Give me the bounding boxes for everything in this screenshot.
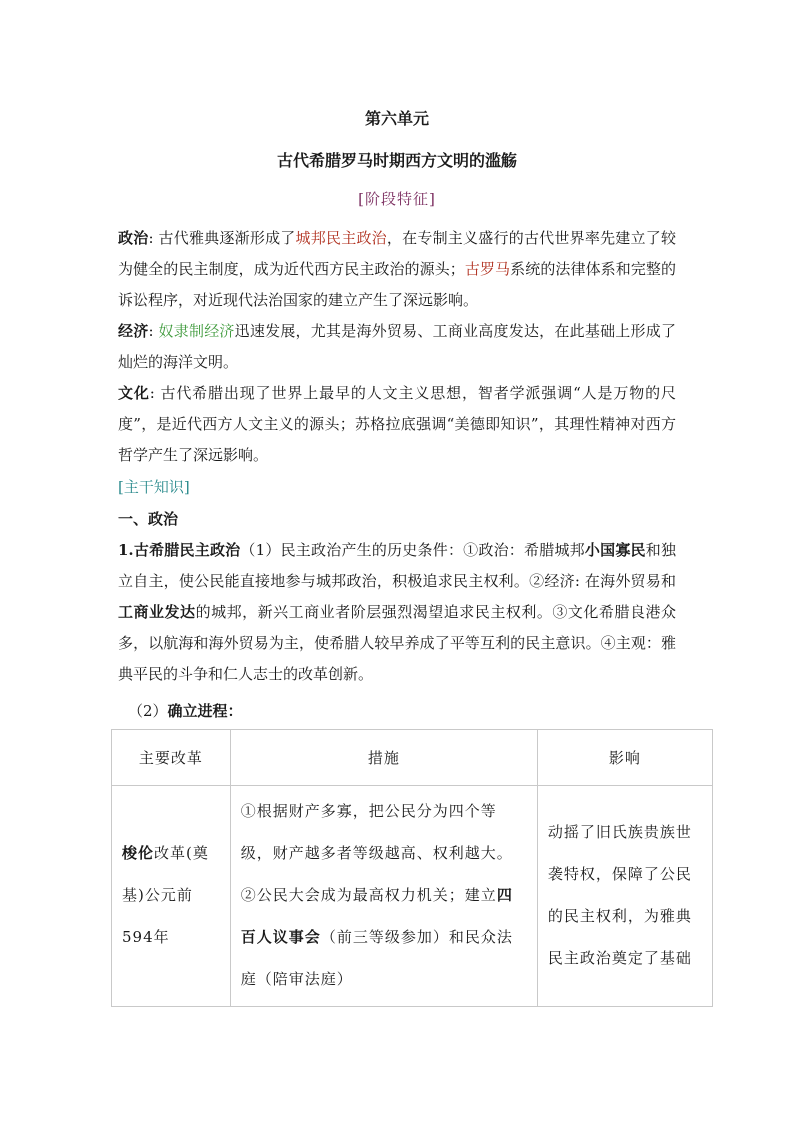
item1-text-3: 的城邦，新兴工商业者阶层强烈渴望追求民主权利。③文化希腊良港众多，以航海和海外贸易为主，使希腊人较早养成了平等互利的民主意识。④主观：雅典平民的斗争和仁人志士的改革创新。 [118,603,676,683]
table-header-row [112,730,713,786]
unit-title: 第六单元 [364,109,429,128]
politics-highlight-city-state-democracy: 城邦民主政治 [295,229,387,247]
reform-name: 梭伦 [122,844,155,862]
culture-text: : 古代希腊出现了世界上最早的人文主义思想，智者学派强调“人是万物的尺度”，是近代西方人文主义的源头；苏格拉底强调“美德即知识”，其理性精神对西方哲学产生了深远影响。 [118,384,676,464]
cell-reform [112,786,231,1007]
cell-impact: 动摇了旧氏族贵族世袭特权，保障了公民的民主权利，为雅典民主政治奠定了基础 [537,786,712,1007]
reform-date: (奠基)公元前594年 [122,844,209,946]
cell-measures [230,786,537,1007]
main-knowledge-heading: [主干知识] [118,478,190,496]
measures-text-1: ①根据财产多寡，把公民分为四个等级，财产越多者等级越高、权利越大。②公民大会成为最高权力机关；建立 [240,802,513,904]
item1-bold-commerce: 工商业发达 [118,603,196,621]
economy-label: 经济 [118,322,149,340]
table-row [112,786,713,1007]
item1-title: 1.古希腊民主政治 [118,541,241,559]
economy-text-1: : [148,322,159,340]
reform-table [111,729,713,1007]
culture-paragraph [118,378,676,471]
table-header-reform: 主要改革 [112,730,231,786]
measures-text-2: （前三等级参加）和民众法庭（陪审法庭） [240,928,513,988]
item1-bold-small-state: 小国寡民 [584,541,646,559]
chapter-title: 古代希腊罗马时期西方文明的滥觞 [276,151,517,170]
economy-paragraph [118,316,676,378]
item2-title: 确立进程： [167,702,243,720]
table-header-measures: 措施 [230,730,537,786]
economy-text-2: 迅速发展，尤其是海外贸易、工商业高度发达，在此基础上形成了灿烂的海洋文明。 [118,322,676,371]
section-politics-heading: 一、政治 [118,510,179,528]
politics-text-3: 系统的法律体系和完整的诉讼程序，对近现代法治国家的建立产生了深远影响。 [118,260,676,309]
item2-prefix: （2） [128,702,168,720]
politics-text-1: : 古代雅典逐渐形成了 [148,229,296,247]
culture-label: 文化 [118,384,150,402]
item2-heading [128,696,686,727]
item1-paragraph [118,535,676,690]
politics-label: 政治 [118,229,149,247]
politics-paragraph [118,223,676,316]
table-header-impact: 影响 [537,730,712,786]
measures-bold-council: 四百人议事会 [240,886,513,946]
economy-highlight-slave-economy: 奴隶制经济 [158,322,235,340]
stage-features-heading: [阶段特征] [358,190,436,208]
item1-text-2: 和独立自主，使公民能直接地参与城邦政治，积极追求民主权利。②经济: 在海外贸易和 [118,541,676,590]
item1-text-1: （1）民主政治产生的历史条件：①政治：希腊城邦 [240,541,585,559]
reform-suffix: 改革 [154,844,187,862]
politics-highlight-ancient-rome: 古罗马 [464,260,511,278]
politics-text-2: ，在专制主义盛行的古代世界率先建立了较为健全的民主制度，成为近代西方民主政治的源头； [118,229,676,278]
